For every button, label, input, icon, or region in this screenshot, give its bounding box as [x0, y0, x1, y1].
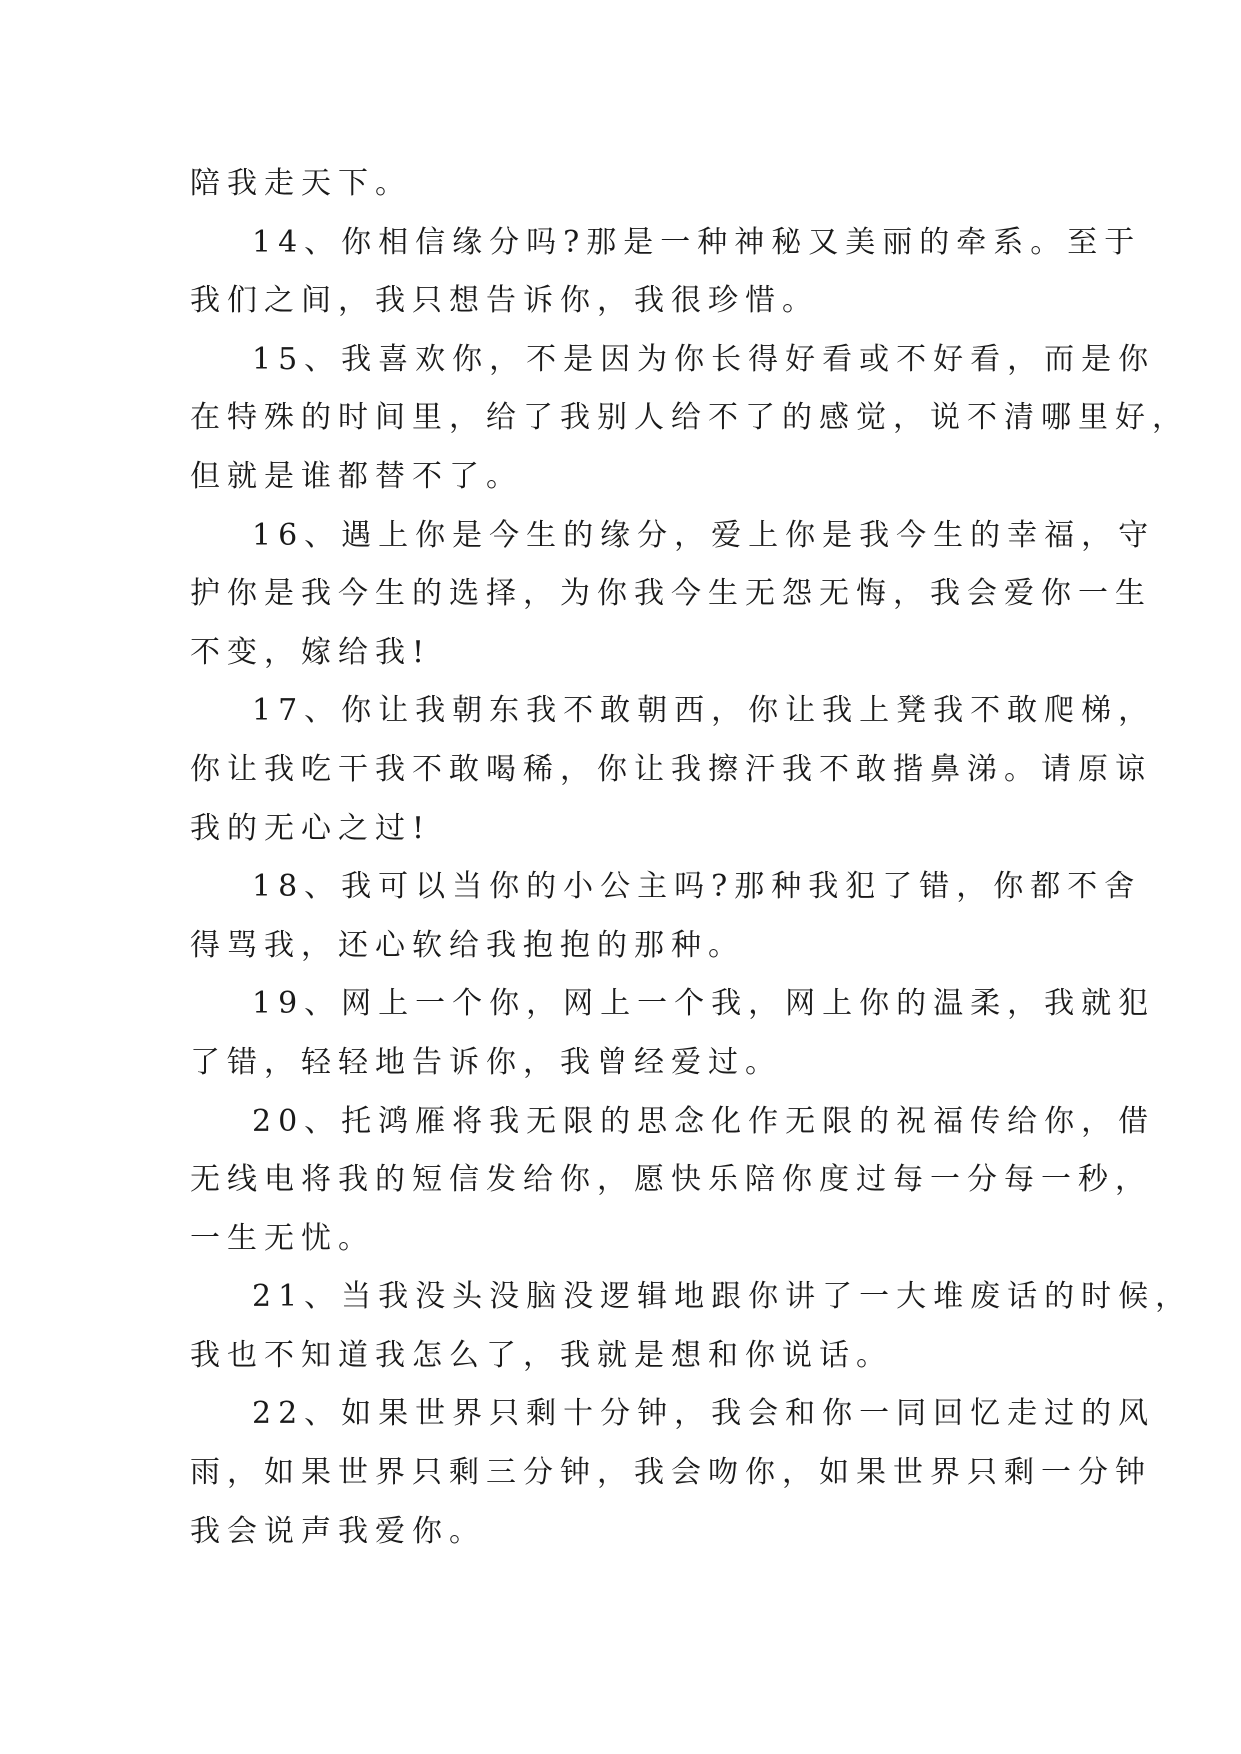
text-line: 17、你让我朝东我不敢朝西，你让我上凳我不敢爬梯，	[252, 693, 1156, 729]
text-line: 但就是谁都替不了。	[190, 458, 523, 494]
text-line: 19、网上一个你，网上一个我，网上你的温柔，我就犯	[252, 986, 1156, 1022]
text-line: 我也不知道我怎么了，我就是想和你说话。	[190, 1337, 893, 1373]
text-line: 陪我走天下。	[190, 166, 412, 201]
text-line: 一生无忧。	[190, 1220, 375, 1256]
text-line: 16、遇上你是今生的缘分，爱上你是我今生的幸福，守	[252, 517, 1156, 553]
text-line: 18、我可以当你的小公主吗?那种我犯了错，你都不舍	[252, 869, 1142, 905]
document-body	[190, 155, 1193, 1561]
text-line: 15、我喜欢你，不是因为你长得好看或不好看，而是你	[252, 341, 1156, 377]
paragraph-21	[190, 1268, 1193, 1385]
paragraph-13-continuation	[190, 155, 1070, 214]
text-line: 20、托鸿雁将我无限的思念化作无限的祝福传给你，借	[252, 1103, 1156, 1139]
text-line: 在特殊的时间里，给了我别人给不了的感觉，说不清哪里好，	[190, 400, 1189, 436]
text-line: 我们之间，我只想告诉你，我很珍惜。	[190, 283, 819, 319]
text-line: 得骂我，还心软给我抱抱的那种。	[190, 927, 745, 963]
text-line: 护你是我今生的选择，为你我今生无怨无悔，我会爱你一生	[190, 576, 1152, 612]
text-line: 我会说声我爱你。	[190, 1513, 486, 1549]
paragraph-14	[190, 214, 1142, 331]
text-line: 14、你相信缘分吗?那是一种神秘又美丽的牵系。至于	[252, 224, 1142, 260]
paragraph-17	[190, 682, 1156, 858]
text-line: 21、当我没头没脑没逻辑地跟你讲了一大堆废话的时候，	[252, 1279, 1193, 1315]
text-line: 了错，轻轻地告诉你，我曾经爱过。	[190, 1044, 782, 1080]
text-line: 我的无心之过!	[190, 810, 432, 846]
paragraph-18	[190, 858, 1142, 975]
paragraph-19	[190, 975, 1156, 1092]
paragraph-15	[190, 331, 1189, 507]
text-line: 22、如果世界只剩十分钟，我会和你一同回忆走过的风	[252, 1396, 1156, 1432]
text-line: 雨，如果世界只剩三分钟，我会吻你，如果世界只剩一分钟	[190, 1455, 1152, 1491]
text-line: 不变，嫁给我!	[190, 634, 432, 670]
text-line: 你让我吃干我不敢喝稀，你让我擦汗我不敢揩鼻涕。请原谅	[190, 751, 1152, 787]
text-line: 无线电将我的短信发给你，愿快乐陪你度过每一分每一秒，	[190, 1162, 1152, 1198]
paragraph-22	[190, 1385, 1156, 1561]
paragraph-16	[190, 507, 1156, 683]
paragraph-20	[190, 1093, 1156, 1269]
